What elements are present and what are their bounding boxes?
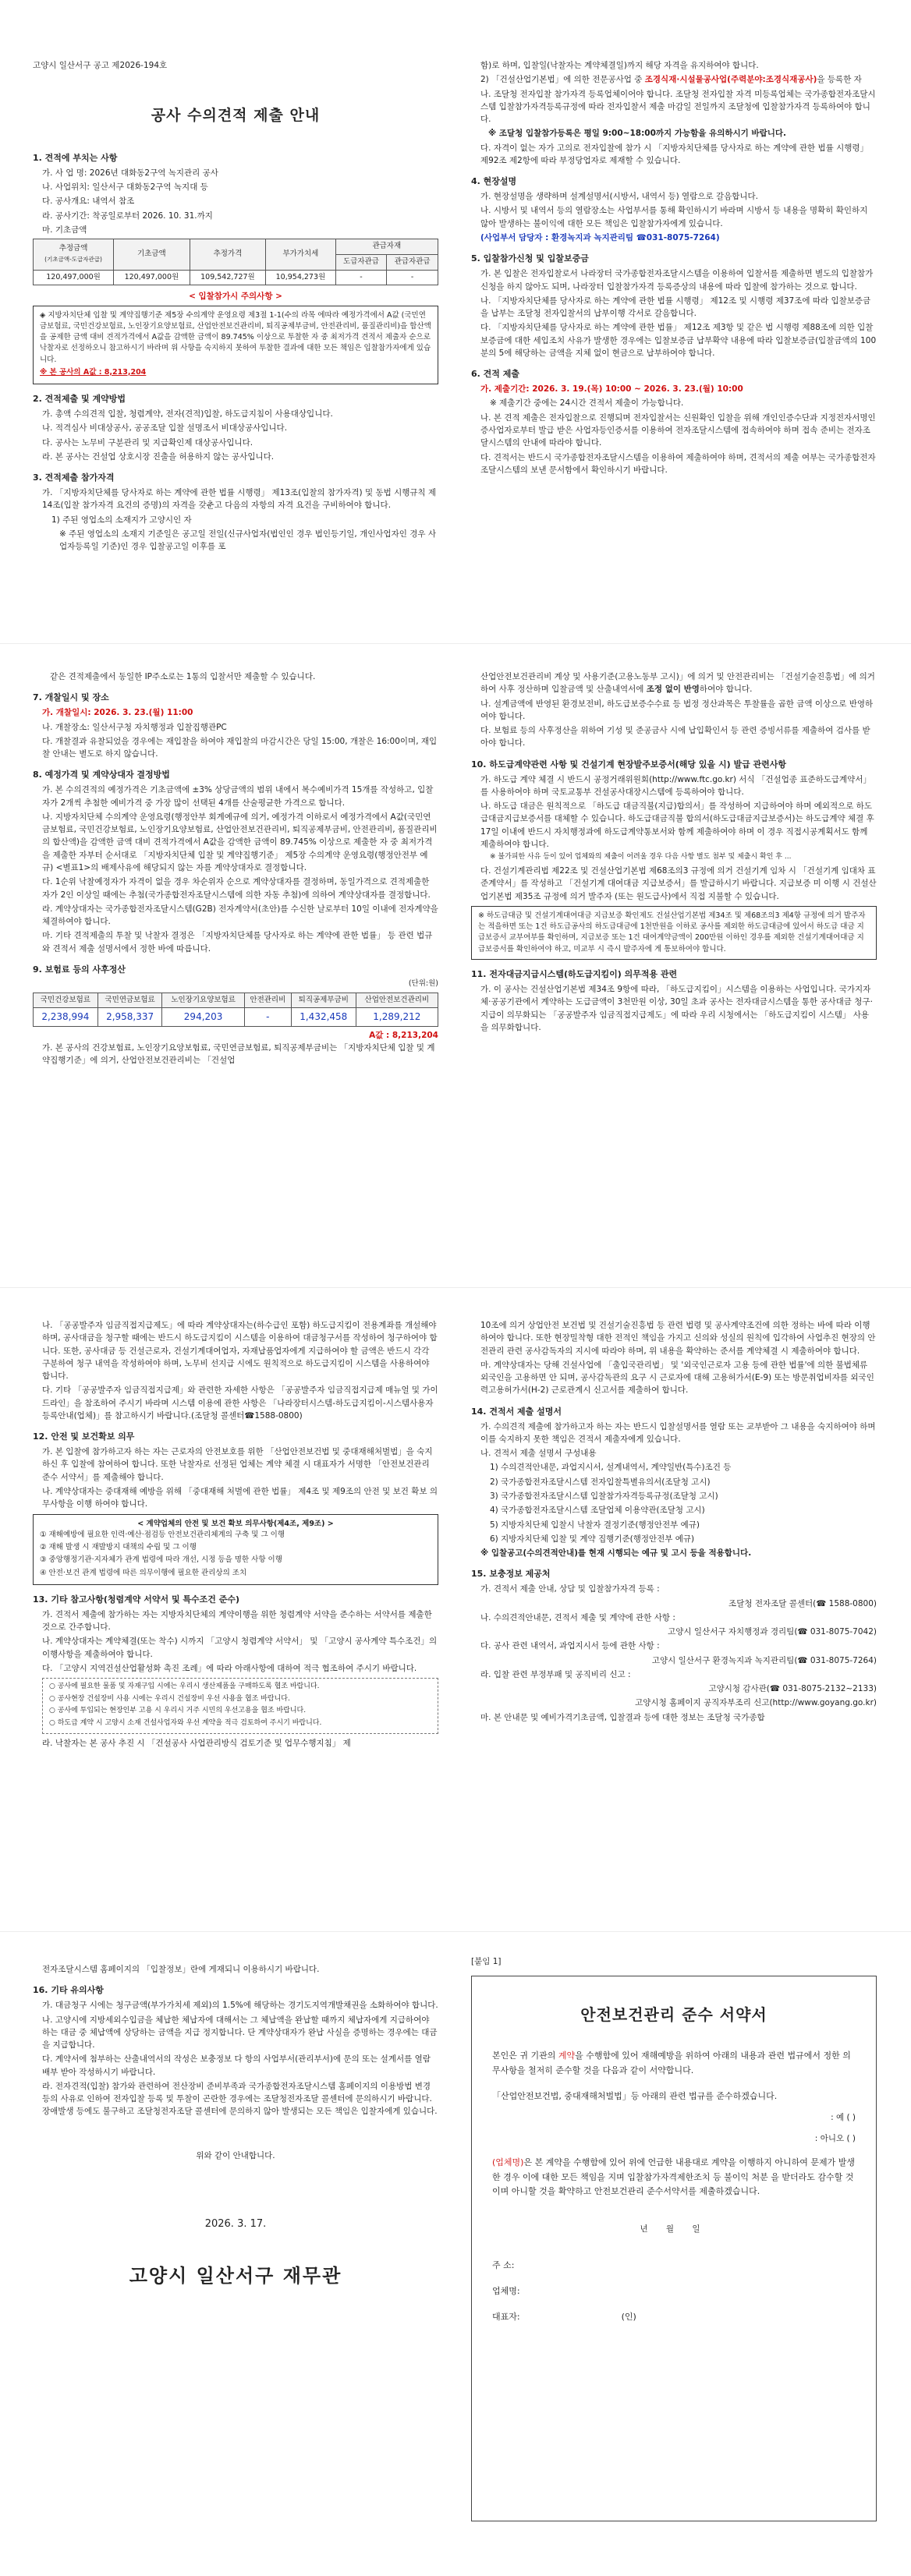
list-item: 나. 계약상대자는 중대재해 예방을 위해 「중대재해 처벌에 관한 법률」 제4조 및 제9조의 안전 및 보건 확보 의무사항을 이행 하여야 합니다. bbox=[42, 1486, 438, 1509]
list-item: 가. 본 공사의 건강보험료, 노인장기요양보험료, 국민연금보험료, 퇴직공제부금비는 「지방자치단체 입찰 및 계약집행기준」에 의거, 산업안전보건관리비는 「건설업 bbox=[42, 1043, 435, 1066]
pledge-contract-word: 계약 bbox=[558, 2051, 576, 2061]
list-item: 5) 지방자치단체 입찰시 낙찰자 결정기준(행정안전부 예규) bbox=[490, 1520, 700, 1530]
list-item: 나. 견적서 제출 설명서 구성내용 bbox=[480, 1449, 597, 1459]
section-8-heading: 8. 예정가격 및 계약상대자 결정방법 bbox=[33, 770, 170, 780]
table-header-cell: 산업안전보건관리비 bbox=[356, 993, 438, 1008]
table-header-cell: 국민건강보험료 bbox=[34, 993, 98, 1008]
list-item: 나. 본 견적 제출은 전자입찰으로 진행되며 전자입찰서는 신원확인 입찰을 위해 개인인증수단과 지정전자서명인증사업자로부터 발급 받은 사업자등인증서를 이용하여 전자조달시스템에 접속하여야 하며 접속 준비는 전자조달시스템의 안내에 따라야 합니다. bbox=[480, 412, 876, 448]
section-1-heading: 1. 견적에 부치는 사항 bbox=[33, 152, 118, 163]
list-item: 나. 시방서 및 내역서 등의 열람장소는 사업부서를 통해 확인하시기 바라며 시방서 등 내용을 명확히 확인하지 않아 발생하는 불이익에 대한 모든 책임은 입찰참가자에게 있습니다. bbox=[480, 206, 868, 228]
list-item: 가. 「지방자치단체를 당사자로 하는 계약에 관한 법률 시행령」 제13조(입찰의 참가자격) 및 동법 시행규칙 제14조(입찰 참가자격 요건의 증명)의 자격을 갖춘고 다음의 자항의 자격 요건을 구비하여야 합니다. bbox=[42, 488, 437, 511]
list-item: 3) 국가종합전자조달시스템 입찰참가자격등록규정(조달청 고시) bbox=[490, 1491, 718, 1501]
page-4-right-column bbox=[471, 1955, 877, 2521]
section-4-heading: 4. 현장설명 bbox=[471, 176, 517, 187]
list-item: 라. 본 공사는 건설업 상호시장 진출을 허용하지 않는 공사입니다. bbox=[42, 451, 275, 462]
pledge-yes-row: : 예 ( ) bbox=[831, 2113, 856, 2123]
list-item: 나. 적격심사 비대상공사, 공공조달 입찰 설명조서 비대상공사입니다. bbox=[42, 423, 288, 433]
section-12-body bbox=[33, 1445, 438, 1510]
issue-date: 2026. 3. 17. bbox=[204, 2217, 267, 2230]
representative-field[interactable]: 대표자: (인) bbox=[492, 2311, 636, 2322]
section-1-body bbox=[33, 167, 438, 236]
section-10-heading: 10. 하도급계약관련 사항 및 건설기계 현장발주보증서(해당 있을 시) 발급 관련사항 bbox=[471, 759, 787, 770]
list-item: 가. 수의견적 제출에 참가하고자 하는 자는 반드시 입찰설명서를 열람 또는 교부받아 그 내용을 숙지하여야 하며 이를 숙지하지 못한 책임은 견적서 제출자에게 있습니다. bbox=[480, 1421, 876, 1444]
page-1-right-column bbox=[471, 59, 877, 478]
list-item: 2) 국가종합전자조달시스템 전자입찰특별유의서(조달청 고시) bbox=[490, 1477, 711, 1487]
bid-caution-box bbox=[33, 306, 438, 385]
list-item: 다. 자격이 없는 자가 고의로 전자입찰에 참가 시 「지방자치단체를 당사자로 하는 계약에 관한 법률 시행령」 제92조 제2항에 따라 부정당업자로 제재할 수 있습니다. bbox=[480, 143, 869, 165]
page-title: 공사 수의견적 제출 안내 bbox=[151, 107, 321, 125]
page-3-left-column bbox=[33, 1319, 438, 1751]
section-3-heading: 3. 견적제출 참가자격 bbox=[33, 472, 115, 483]
list-item: 라. 낙찰자는 본 공사 추진 시 「건설공사 사업관리방식 검토기준 및 업무수행지침」 제 bbox=[42, 1739, 351, 1749]
table-cell: 294,203 bbox=[162, 1008, 244, 1027]
page-4 bbox=[0, 1932, 911, 2576]
list-item: 나. 하도급 대금은 원칙적으로 「하도급 대금직불(지급)합의서」를 작성하여 지급하여야 하며 예외적으로 하도급대금지급보증서를 대체할 수 있습니다. 하도급대금직불 합의서(하도급대금지급보증서)는 하도급계약 체결 후 17일 이내에 반드시 자치행정과에 하도급계약통보서와 함께 제출하여야 하며 이 경우 직접시공계획서도 함께 제출하여야 합니다. bbox=[480, 801, 874, 849]
table-cell: - bbox=[387, 270, 438, 285]
table-cell: 1,289,212 bbox=[356, 1008, 438, 1027]
opening-datetime: 가. 개찰일시: 2026. 3. 23.(월) 11:00 bbox=[42, 708, 193, 718]
list-item: ○ 공사에 투입되는 현장인부 고용 시 우리시 거주 시민의 우선고용을 협조 바랍니다. bbox=[49, 1707, 307, 1715]
section-13-heading: 13. 기타 참고사항(청렴계약 서약서 및 특수조건 준수) bbox=[33, 1594, 240, 1605]
table-cell: 10,954,273원 bbox=[266, 270, 335, 285]
list-item: 다. 계약서에 첨부하는 산출내역서의 작성은 보충정보 다 항의 사업부서(관리부서)에 문의 또는 설계서를 열람 배부 받아 작성하시기 바랍니다. bbox=[42, 2054, 431, 2077]
list-item: ○ 하도급 계약 시 고양시 소재 건설사업자와 우선 계약을 적극 검토하여 주시기 바랍니다. bbox=[49, 1718, 322, 1727]
page-1 bbox=[0, 0, 911, 644]
list-item: 다. 공사는 노무비 구분관리 및 지급확인제 대상공사입니다. bbox=[42, 437, 253, 448]
list-item: ※ 불가피한 사유 등이 있어 업체와의 제출이 어려울 경우 다음 사항 별도 첨부 및 제출시 확인 후 ... bbox=[490, 853, 792, 862]
issuing-office: 고양시 일산서구 재무관 bbox=[129, 2265, 342, 2288]
table-header-cell: 도급자관급 bbox=[335, 254, 387, 270]
local-cooperation-box bbox=[42, 1678, 438, 1734]
table-cell: 109,542,727원 bbox=[190, 270, 266, 285]
continued-text: 산업안전보건관리비 계상 및 사용기준(고용노동부 고시)」에 의거 및 안전관리비는 「건설기술진흥법」에 의거하여 사후 정산하며 입찰금액 및 산출내역서에 조정 없이 반영하여야 합니다. bbox=[480, 672, 875, 695]
list-item: 나. 계약상대자는 계약체결(또는 착수) 시까지 「고양시 청렴계약 서약서」 및 「고양시 공사계약 특수조건」의 이행사항을 제출하여야 합니다. bbox=[42, 1637, 438, 1659]
address-field[interactable]: 주 소: bbox=[492, 2260, 515, 2271]
project-name: 가. 사 업 명: 2026년 대화동2구역 녹지관리 공사 bbox=[42, 168, 218, 178]
table-cell: 120,497,000원 bbox=[114, 270, 190, 285]
submission-note: ※ 제출기간 중에는 24시간 견적서 제출이 가능합니다. bbox=[490, 398, 684, 409]
project-overview: 다. 공사개요: 내역서 참조 bbox=[42, 196, 135, 207]
seal-mark: (인) bbox=[621, 2311, 636, 2322]
page-2-right-column bbox=[471, 671, 877, 1035]
continued-text: 같은 견적제출에서 동일한 IP주소로는 1통의 입찰서만 제출할 수 있습니다. bbox=[50, 672, 316, 681]
page-3 bbox=[0, 1288, 911, 1932]
a-value-total: A값 : 8,213,204 bbox=[369, 1030, 438, 1040]
list-item: 나. 조달청 전자입찰 참가자격 등록업체이어야 합니다. 조달청 전자입찰 자격 미등록업체는 국가종합전자조달시스템 입찰참가자격등록규정에 따라 전자입찰서 제출 마감일 전일까지 조달청에 입찰참가자격 등록하여야 합니다. bbox=[480, 89, 876, 125]
list-item: 나. 설계금액에 반영된 환경보전비, 하도급보증수수료 등 법정 정산과목은 투찰률을 곱한 금액 이상으로 반영하여야 합니다. bbox=[480, 699, 874, 721]
section-9-heading: 9. 보험료 등의 사후정산 bbox=[33, 964, 126, 975]
section-13-body bbox=[33, 1608, 438, 1750]
table-cell: 1,432,458 bbox=[291, 1008, 356, 1027]
page-3-right-column bbox=[471, 1319, 877, 1725]
table-cell: 120,497,000원 bbox=[34, 270, 114, 285]
section-5-body bbox=[471, 267, 877, 359]
notice-number: 고양시 일산서구 공고 제2026-194호 bbox=[33, 61, 168, 70]
rebid-info: 다. 개찰결과 유찰되었을 경우에는 재입찰을 하여야 재입찰의 마감시간은 당일 15:00, 개찰은 16:00이며, 재입찰 안내는 별도로 하지 않습니다. bbox=[42, 736, 438, 759]
license-requirement: 2) 「건설산업기본법」에 의한 전문공사업 중 조경식재·시설물공사업(주력분야:조경식재공사)을 등록한 자 bbox=[480, 75, 862, 85]
list-item: ○ 공사에 필요한 물품 및 자재구입 시에는 우리시 생산제품을 구매하도록 협조 바랍니다. bbox=[49, 1683, 320, 1691]
section-8-body bbox=[33, 784, 438, 954]
section-2-body bbox=[33, 408, 438, 463]
list-item: 다. 1순위 낙찰예정자가 자격이 없을 경우 차순위자 순으로 계약상대자를 결정하며, 동일가격으로 견적제출한 자가 2인 이상일 때에는 추첨(국가종합전자조달시스템에 의한 자동 추첨)에 의하여 계약상대자를 결정합니다. bbox=[42, 877, 431, 900]
list-item: 가. 견적서 제출 안내, 상담 및 입찰참가자격 등록 : bbox=[480, 1584, 660, 1594]
list-item: 다. 기타 「공공발주자 임금직접지급제」와 관련한 자세한 사항은 「공공발주자 임금직접지급제 매뉴얼 및 가이드라인」을 참조하여 주시기 바라며 시스템 이용에 관한 사항은 「나라장터시스템-하도급지킴이-시스템사용자등록안내(업체)」를 참고하시기 바랍니다.(조달청 콜센터☎1588-0800) bbox=[42, 1385, 438, 1421]
yes-label: 예 bbox=[835, 2113, 845, 2123]
pledge-paragraph-2: 「산업안전보건법, 중대재해처벌법」등 아래의 관련 법규를 준수하겠습니다. bbox=[492, 2090, 778, 2101]
bid-caution-text: ◈ 지방자치단체 입찰 및 계약집행기준 제5장 수의계약 운영요령 제3절 1-1(수의 라목 에따라 예정가격에서 A값 (국민연금보험료, 국민건강보험료, 노인장기요양보험료, 산업안전보건관리비, 퇴직공제부금비, 안전관리비, 품질관리비)을 합산액을 공제한 금액 대비 견적가격에서 A값을 감액한 금액이 89.745% 이상으로 투찰한 자 중 최저가격 견적서 제출자 순으로 낙찰자로 선정하오니 참고하시기 바라며 위 사항을 숙지하지 못하여 투찰한 결과에 대한 모든 책임은 입찰참가자에게 있습니다. bbox=[40, 310, 431, 364]
contact-value: 조달청 전자조달 콜센터(☎ 1588-0800) bbox=[728, 1598, 877, 1608]
section-4-body bbox=[471, 190, 877, 244]
table-row bbox=[34, 270, 438, 285]
list-item: 다. 견적서는 반드시 국가종합전자조달시스템을 이용하여 제출하여야 하며, 견적서의 제출 여부는 국가종합전자조달시스템의 보낸 문서함에서 확인하시기 바랍니다. bbox=[480, 452, 876, 475]
list-item: 가. 본 입찰은 전자입찰로서 나라장터 국가종합전자조달시스템을 이용하여 입찰서를 제출하면 별도의 입찰참가신청을 하지 않아도 되며, 나라장터 입찰참가자격 등록증상의 내용에 따라 입찰에 참가하는 것으로 합니다. bbox=[480, 269, 874, 292]
attachment-label: [붙임 1] bbox=[471, 1957, 502, 1966]
continued-text: 함)로 하며, 입찰일(낙찰자는 계약체결일)까지 해당 자격을 유지하여야 합니다. bbox=[480, 61, 759, 70]
company-name-placeholder: (업체명) bbox=[492, 2157, 524, 2167]
page-2-left-column bbox=[33, 671, 438, 1069]
section-16-heading: 16. 기타 유의사항 bbox=[33, 1985, 104, 1996]
no-checkbox[interactable]: ( ) bbox=[846, 2133, 856, 2143]
pledge-no-row: : 아니오 ( ) bbox=[814, 2133, 856, 2143]
list-item: ② 재해 발생 시 재발방지 대책의 수립 및 그 이행 bbox=[40, 1543, 197, 1552]
list-item: 마. 기타 견적제출의 투찰 및 낙찰자 결정은 「지방자치단체를 당사자로 하는 계약에 관한 법률」 등 관련 법규와 견적서 제출 설명서에서 정한 바에 따릅니다. bbox=[42, 931, 433, 954]
list-item: ③ 중앙행정기관·지자체가 관계 법령에 따라 개선, 시정 등을 명한 사항 이행 bbox=[40, 1555, 282, 1565]
table-row bbox=[34, 1008, 438, 1027]
section-14-heading: 14. 견적서 제출 설명서 bbox=[471, 1406, 562, 1417]
bid-caution-title: < 입찰참가시 주의사항 > bbox=[189, 292, 282, 302]
safety-duties-title: < 계약업체의 안전 및 보건 확보 의무사항(제4조, 제9조) > bbox=[137, 1519, 334, 1528]
section-5-heading: 5. 입찰참가신청 및 입찰보증금 bbox=[471, 253, 589, 264]
insurance-table bbox=[33, 993, 438, 1027]
list-item: 가. 견적서 제출에 참가하는 자는 지방자치단체의 계약이행을 위한 청렴계약 서약을 준수하는 서약서를 제출한 것으로 간주합니다. bbox=[42, 1609, 432, 1633]
list-item: 마. 본 안내문 및 예비가격기초금액, 입찰결과 등에 대한 정보는 조달청 국가종합 bbox=[480, 1712, 765, 1722]
table-header-cell: 노인장기요양보험료 bbox=[162, 993, 244, 1008]
registration-note: ※ 조달청 입찰참가등록은 평일 9:00~18:00까지 가능함을 유의하시기 바랍니다. bbox=[488, 129, 786, 139]
list-item: 6) 지방자치단체 입찰 및 계약 집행기준(행정안전부 예규) bbox=[490, 1534, 695, 1544]
list-item: 가. 본 수의견적의 예정가격은 기초금액에 ±3% 상당금액의 범위 내에서 복수예비가격 15개를 작성하고, 입찰자가 2개씩 추첨한 예비가격 중 가장 많이 선택된 4개를 산술평균한 가격으로 합니다. bbox=[42, 785, 434, 808]
list-item: 라. 전자견적(입찰) 참가와 관련하여 전산장비 준비부족과 국가종합전자조달시스템 홈페이지의 이용방법 변경 등의 사유로 인하여 전자입찰 등록 및 투찰이 곤란한 경우에는 조달청전자조달 콜센터에 문의하시기 바랍니다. 장애발생 등에도 불구하고 조달청전자조달 콜센터에 문의하지 않아 발생되는 모든 책임은 입찰자에게 있습니다. bbox=[42, 2081, 438, 2117]
table-header-cell: 기초금액 bbox=[114, 239, 190, 270]
section-7-heading: 7. 개찰일시 및 장소 bbox=[33, 692, 109, 703]
list-item: 4) 국가종합전자조달시스템 조달업체 이용약관(조달청 고시) bbox=[490, 1506, 705, 1516]
company-field[interactable]: 업체명: bbox=[492, 2285, 520, 2296]
list-item: 나. 수의견적안내문, 견적서 제출 및 계약에 관한 사항 : bbox=[480, 1612, 675, 1622]
page-2 bbox=[0, 644, 911, 1288]
project-period: 라. 공사기간: 착공일로부터 2026. 10. 31.까지 bbox=[42, 211, 213, 221]
page-1-left-column bbox=[33, 59, 438, 554]
list-item: 다. 「고양시 지역건설산업활성화 촉진 조례」에 따라 아래사항에 대하여 적극 협조하여 주시기 바랍니다. bbox=[42, 1663, 417, 1673]
continued-text: 10조에 의거 상업안전 보건법 및 건설기술진흥법 등 관련 법령 및 공사계약조건에 의한 정하는 바에 따라 이행하여야 합니다. 또한 현장밀착형 대한 전적인 책임을 가지고 신의와 성실의 원칙에 입각하여 사업추진 현장의 안전관리 관련 공사감독자의 지시에 따라야 하며, 위 내용을 확약하는 준서를 계약체결 시 제출하여야 합니다. bbox=[480, 1321, 876, 1356]
list-item: 나. 「지방자치단체를 당사자로 하는 계약에 관한 법률 시행령」 제12조 및 시행령 제37조에 따라 입찰보증금을 납부는 조달청 전자입찰서의 납부이행 각서로 갈음합니다. bbox=[480, 295, 871, 319]
list-item: 나. 지방자치단체 수의계약 운영요령(행정안부 회계예규에 의거, 예정가격 이하로서 예정가격에서 A값(국민연금보험료, 국민건강보험료, 노인장기요양보험료, 산업안전보건관리비, 퇴직공제부금비, 안전관리비, 품질관리비의 합산액)을 감액한 금액 대비 견적가격에서 A값을 감액한 금액이 89.745% 이상으로 제출한 자 중 최저가격을 제출한 자부터 순서대로 「지방자치단체 입찰 및 계약집행기준」 제5장 수의계약 운영요령(행정안전부 예규) <별표1>의 배제사유에 해당되지 않는 자를 계약상대자로 결정합니다. bbox=[42, 812, 438, 873]
list-item: 다. 「지방자치단체를 당사자로 하는 계약에 관한 법률」 제12조 제3항 및 같은 법 시행령 제88조에 의한 입찰보증금에 대한 세입조치 사유가 발생한 경우에는 입찰보증금 납부확약 내용에 따라 입찰보증금(입찰금액의 100분의 5에 해당하는 금액을 지체 없이 현금으로 납부하여야 합니다. bbox=[480, 323, 877, 358]
table-header-cell: 관급자재 bbox=[335, 239, 438, 255]
list-item: 1) 수의견적안내문, 과업지시서, 설계내역서, 계약일반(특수)조건 등 bbox=[490, 1463, 732, 1473]
list-item: ○ 공사현장 건설장비 사용 시에는 우리시 건설장비 우선 사용을 협조 바랍니다. bbox=[49, 1694, 290, 1703]
table-header-cell: 국민연금보험료 bbox=[97, 993, 162, 1008]
base-amount-label: 마. 기초금액 bbox=[42, 225, 87, 235]
page-4-left-column bbox=[33, 1963, 438, 2291]
section-7-body bbox=[33, 706, 438, 760]
project-location: 나. 사업위치: 일산서구 대화동2구역 녹지대 등 bbox=[42, 182, 208, 193]
table-header-cell: 추정가격 bbox=[190, 239, 266, 270]
license-highlight: 조경식재·시설물공사업(주력분야:조경식재공사) bbox=[644, 75, 817, 85]
list-item: 나. 고양시에 지방세외수입금을 체납한 체납자에 대해서는 그 체납액을 완납할 때까지 체납자에게 지급하여야 하는 대금 중 체납액에 상당하는 금액을 지급 정지합니다. 단 계약상대자가 완납 사실을 증명하는 경우에는 대금을 지급합니다. bbox=[42, 2015, 438, 2051]
table-header-cell: 부가가치세 bbox=[266, 239, 335, 270]
list-item: 나. 「공공발주자 임금직접지급제도」에 따라 계약상대자는(하수급인 포함) 하도급지킴이 전용계좌를 개설해야 하며, 공사대금을 청구할 때에는 반드시 하도급지킴이 시스템을 이용하여 대금청구서를 작성하여 청구하여야 합니다. 또한, 공사대금 등 건설근로자, 건설기계대여업자, 자재납품업자에게 지급하여야 할 금액은 반드시 각각 구분하여 청구 내역을 작성하여야 하며, 노무비 선지급 시에도 원칙적으로 하도급지킴이 시스템을 사용하여야 합니다. bbox=[42, 1321, 438, 1382]
section-12-heading: 12. 안전 및 보건확보 의무 bbox=[33, 1431, 135, 1442]
base-amount-table bbox=[33, 239, 438, 285]
list-item: 다. 공사 관련 내역서, 과업지시서 등에 관한 사항 : bbox=[480, 1641, 660, 1651]
section-15-body bbox=[471, 1583, 877, 1724]
continued-text: 전자조달시스템 홈페이지의 「입찰정보」란에 게재되니 이용하시기 바랍니다. bbox=[42, 1965, 320, 1974]
contact-value: 고양시 일산서구 자치행정과 경리팀(☎ 031-8075-7042) bbox=[668, 1627, 877, 1637]
pledge-date: 년 월 일 bbox=[640, 2224, 708, 2234]
department-contact: (사업부서 담당자 : 환경녹지과 녹지관리팀 ☎031-8075-7264) bbox=[480, 232, 720, 242]
list-item: ④ 안전·보건 관계 법령에 따른 의무이행에 필요한 관리상의 조치 bbox=[40, 1568, 247, 1577]
section-11-heading: 11. 전자대금지급시스템(하도급지킴이) 의무적용 관련 bbox=[471, 968, 678, 979]
list-item: 라. 계약상대자는 국가종합전자조달시스템(G2B) 전자계약서(초안)를 수신한 날로부터 10일 이내에 전자계약을 체결하여야 합니다. bbox=[42, 904, 438, 927]
safety-duties-box bbox=[33, 1514, 438, 1585]
pledge-paragraph-3: (업체명)은 본 계약을 수행함에 있어 위에 언급한 내용대로 계약을 이행하지 아니하여 문제가 발생한 경우 이에 대한 모든 책임을 지며 입찰참가자격제한조치 등 불이익 처분 을 받더라도 감수할 것이며 아니할 것을 확약하고 안전보건관리 준수서약서를 제출하겠습니다. bbox=[492, 2157, 855, 2197]
safety-pledge-form bbox=[471, 1976, 877, 2521]
list-item: ① 재해예방에 필요한 인력·예산·점검등 안전보건관리체계의 구축 및 그 이행 bbox=[40, 1530, 285, 1539]
contact-value: 고양시 일산서구 환경녹지과 녹지관리팀(☎ 031-8075-7264) bbox=[651, 1655, 877, 1665]
table-header-cell: 안전관리비 bbox=[244, 993, 291, 1008]
unit-label: (단위:원) bbox=[408, 978, 438, 988]
list-item: ※ 주된 영업소의 소재지 기준일은 공고일 전일(신규사업자(법인인 경우 법인등기일, 개인사업자인 경우 사업자등록일 기준)인 경우 입찰공고일 이후를 포 bbox=[59, 529, 437, 552]
list-item: 가. 현장설명을 생략하며 설계설명서(시방서, 내역서 등) 열람으로 갈음합니다. bbox=[480, 192, 759, 202]
table-cell: - bbox=[244, 1008, 291, 1027]
list-item: 1) 주된 영업소의 소재지가 고양시인 자 bbox=[51, 515, 192, 525]
section-3-body bbox=[33, 487, 438, 553]
table-header-cell: 관급자관급 bbox=[387, 254, 438, 270]
list-item: 가. 하도급 계약 체결 시 반드시 공정거래위원회(http://www.ftc.go.kr) 서식 「건설업종 표준하도급계약서」를 사용하여야 하며 국토교통부 건설공사대장시스템에 등록하여야 합니다. bbox=[480, 774, 871, 797]
subcontract-guarantee-box: ※ 하도급대금 및 건설기계대여대금 지급보증 확인제도 건설산업기본법 제34조 및 제68조의3 제4항 규정에 의거 발주자는 적을하면 또는 1건 하도급공사의 하도급대금에 1천만원을 이하로 공사를 제외한 하도급대금에 있어서 하도급 대금 지급보증서 교부여부를 확인하며, 지급보증 또는 1건 대여계약금액이 200만원 이하인 경우를 제외한 건설기계대여대금 지급보증서를 확인하여야 하고, 미교부 시 즉시 발주자에 게 통보하여야 합니다. bbox=[471, 906, 877, 960]
pledge-paragraph-1: 본인은 귀 기관의 계약을 수행함에 있어 재해예방을 위하여 아래의 내용과 관련 법규에서 정한 의무사항을 철저히 준수할 것을 다음과 같이 서약합니다. bbox=[492, 2051, 851, 2075]
submission-period: 가. 제출기간: 2026. 3. 19.(목) 10:00 ~ 2026. 3. 23.(월) 10:00 bbox=[480, 384, 743, 395]
list-item: 가. 대금청구 시에는 청구금액(부가가치세 제외)의 1.5%에 해당하는 경기도지역개발채권을 소화하여야 합니다. bbox=[42, 2001, 438, 2011]
list-item: 라. 입찰 관련 부정부패 및 공직비리 신고 : bbox=[480, 1669, 631, 1679]
bid-caution-a-value: ※ 본 공사의 A값 : 8,213,204 bbox=[40, 367, 147, 377]
section-14-body bbox=[471, 1421, 877, 1560]
list-item: 다. 보험료 등의 사후정산을 위하여 기성 및 준공금사 시에 납입확인서 등 관련 증빙서류를 제출하여 검사를 받아야 합니다. bbox=[480, 726, 870, 748]
table-header-cell: 퇴직공제부금비 bbox=[291, 993, 356, 1008]
contact-value: 고양시청 감사관(☎ 031-8075-2132~2133) bbox=[708, 1684, 877, 1694]
list-item: 다. 건설기계관리법 제22조 및 건설산업기본법 제68조의3 규정에 의거 건설기계 임차 시 「건설기계 임대차 표준계약서」를 작성하고 「건설기계 대여대금 지급보증서」를 발급하시기 바랍니다. 지급보증 미 이행 시 건설산업기본법 제35조 규정에 의거 발주자 (또는 원도급사)에서 직접 지불할 수 있습니다. bbox=[480, 866, 877, 901]
section-16-body bbox=[33, 1999, 438, 2118]
list-item: 가. 총액 수의견적 입찰, 청렴계약, 전자(견적)입찰, 하도급지침이 사용대상입니다. bbox=[42, 409, 333, 419]
table-cell: - bbox=[335, 270, 387, 285]
table-header-cell: 추정금액 (기초금액-도급자관급) bbox=[34, 239, 114, 270]
section-2-heading: 2. 견적제출 및 계약방법 bbox=[33, 394, 126, 404]
section-15-heading: 15. 보충정보 제공처 bbox=[471, 1569, 551, 1580]
table-cell: 2,958,337 bbox=[97, 1008, 162, 1027]
yes-checkbox[interactable]: ( ) bbox=[846, 2113, 856, 2123]
no-label: 아니오 bbox=[820, 2133, 845, 2143]
section-10-body bbox=[471, 773, 877, 903]
table-cell: 2,238,994 bbox=[34, 1008, 98, 1027]
list-item: 마. 계약상대자는 당해 건설사업에 「출입국관리법」 및 '외국인근로자 고용 등에 관한 법률'에 의한 불법체류 외국인을 고용하면 안 되며, 공사감독관의 요구 시 근로자에 대해 고용허가서(E-9) 또는 방문취업비자를 외국인력고용허가서(H-2) 근로관계시 신고서를 제출하여 합니다. bbox=[480, 1360, 874, 1396]
pledge-title: 안전보건관리 준수 서약서 bbox=[580, 2005, 767, 2025]
section-6-body bbox=[471, 383, 877, 476]
list-item: ※ 입찰공고(수의견적안내)를 현재 시행되는 예규 및 고시 등을 적용합니다. bbox=[480, 1548, 752, 1559]
list-item: 가. 본 입찰에 참가하고자 하는 자는 근로자의 안전보호를 위한 「산업안전보건법 및 중대재해처벌법」을 숙지하신 후 입찰에 참여하여 합니다. 또한 낙찰자로 선정된 업체는 계약 체결 시 대표자가 서명한 「안전보건관리 준수 서약서」를 제출해야 합니다. bbox=[42, 1447, 433, 1482]
closing-line: 위와 같이 안내합니다. bbox=[196, 2150, 275, 2160]
opening-place: 나. 개찰장소: 일산서구청 자치행정과 입찰집행관PC bbox=[42, 722, 227, 732]
contact-value: 고양시청 홈페이지 공직자부조리 신고(http://www.goyang.go.kr) bbox=[635, 1698, 877, 1708]
list-item: 가. 이 공사는 건설산업기본법 제34조 9항에 따라, 「하도급지킴이」시스템을 이용하는 사업입니다. 국가지자체·공공기관에서 계약하는 도급금액이 3천만원 이상, 30일 초과 공사는 전자대금시스템을 통한 공사대금 청구·지급이 의무화되는 「공공발주자 임금직접지급제도」에 따라 우리 시청에서는 「하도급지킴이 시스템」 사용을 의무화합니다. bbox=[480, 985, 873, 1032]
section-6-heading: 6. 견적 제출 bbox=[471, 369, 519, 380]
